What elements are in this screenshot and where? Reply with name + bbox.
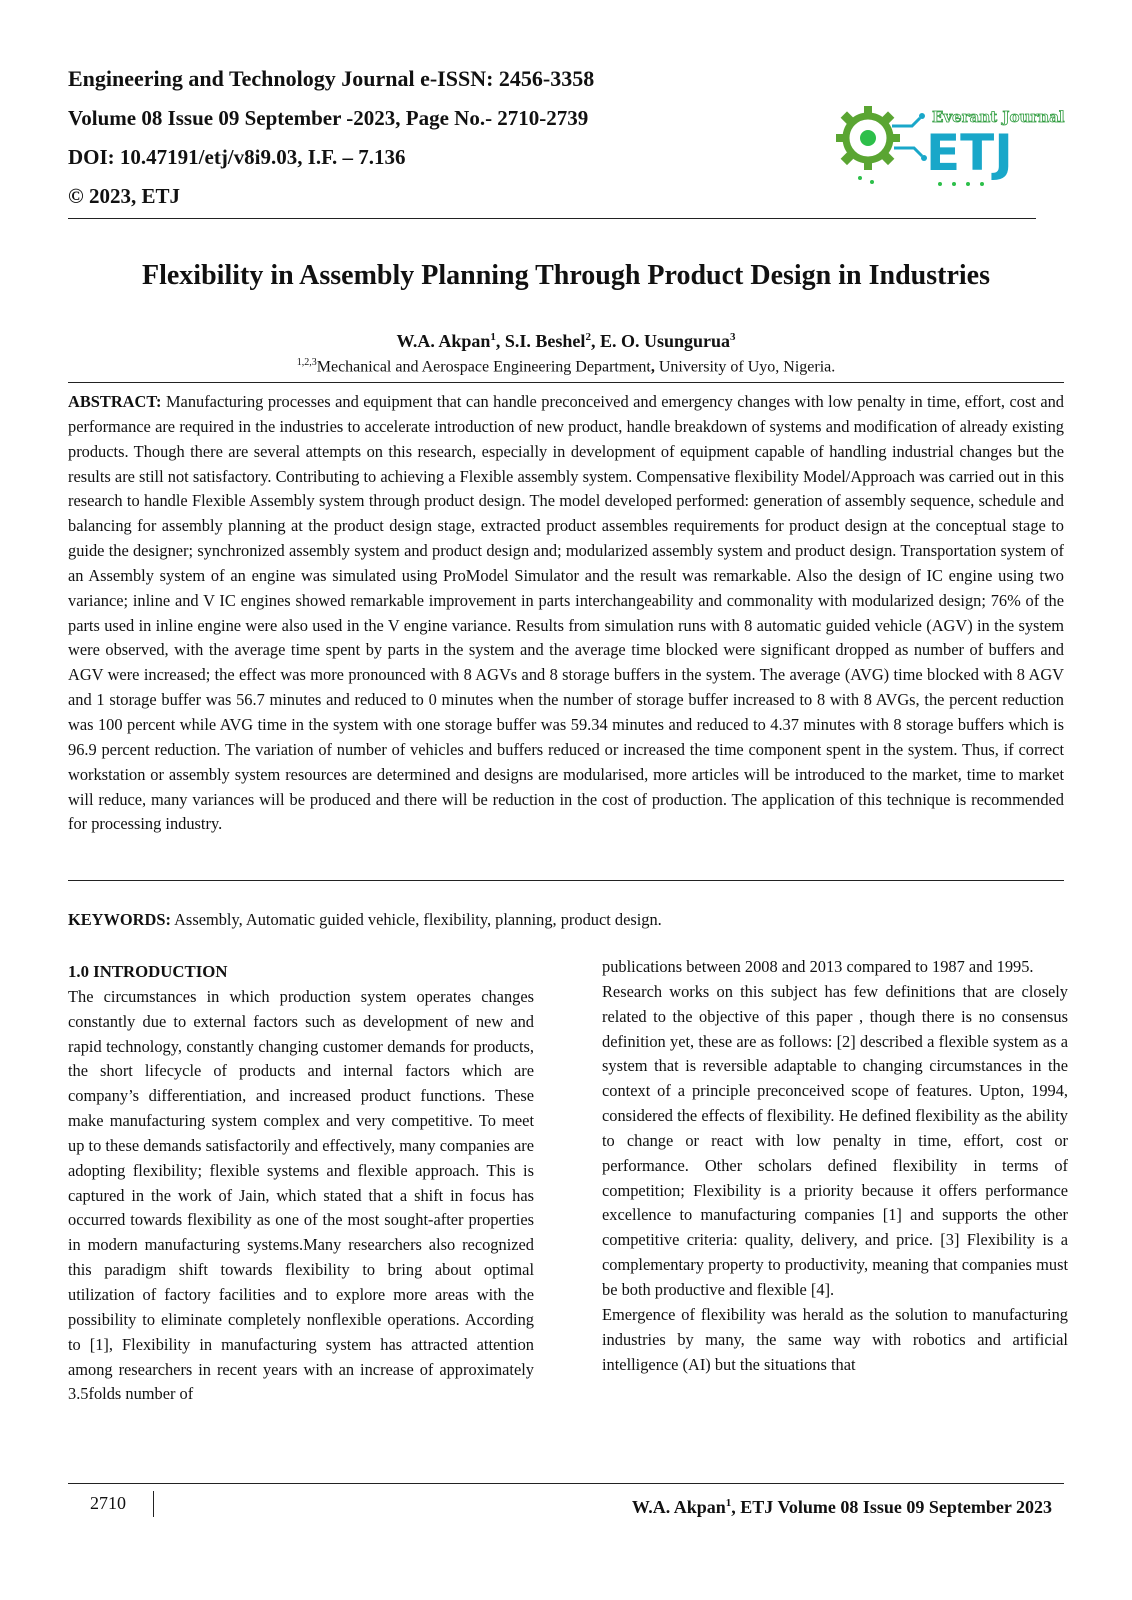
- author-3: E. O. Usungurua: [599, 331, 730, 351]
- footer-rule: [68, 1483, 1064, 1484]
- author-separator: ,: [495, 331, 505, 351]
- author-1-affil: 1: [490, 331, 496, 343]
- page-number: 2710: [90, 1493, 126, 1513]
- abstract-bottom-rule: [68, 880, 1064, 881]
- journal-header: [68, 66, 628, 222]
- copyright: © 2023, ETJ: [68, 184, 180, 208]
- affiliation-dept: Mechanical and Aerospace Engineering Department: [316, 358, 651, 376]
- intro-paragraph-1: The circumstances in which production system operates changes constantly due to external factors such as development of new and rapid technology, constantly changing customer demands for products, the short lifecycle of products and internal factors which are company’s differentiation, and increased product functions. These make manufacturing system complex and very competitive. To meet up to these demands satisfactorily and effectively, many companies are adopting flexibility; flexible systems and flexible approach. This is captured in the work of Jain, which stated that a shift in focus has occurred towards flexibility as one of the most sought-after properties in modern manufacturing systems.Many researchers also recognized this paradigm shift towards flexibility to bring about optimal utilization of factory facilities and to explore more areas with the possibility to eliminate completely nonflexible operations. According to [1], Flexibility in manufacturing system has attracted attention among researchers in recent years with an increase of approximately 3.5folds number of: [68, 986, 534, 1404]
- abstract-text: Manufacturing processes and equipment that can handle preconceived and emergency changes with low penalty in time, effort, cost and performance are required in the industries to accelerate introduction of new product, handle breakdown of systems and modification of already existing products. Though there are several attempts on this research, especially in development of equipment capable of handling industrial changes but the results are still not satisfactory. Contributing to achieving a Flexible assembly system. Compensative flexibility Model/Approach was carried out in this research to handle Flexible Assembly system through product design. The model developed performed: generation of assembly sequence, schedule and balancing for assembly planning at the product design stage, extracted product assembles requirements for product design at the conceptual stage to guide the designer; synchronized assembly system and product design and; modularized assembly system and product design. Transportation system of an Assembly system of an engine was simulated using ProModel Simulator and the result was remarkable. Also the design of IC engine using two variance; inline and V IC engines showed remarkable improvement in parts interchangeability and commonality with modularized design; 76% of the parts used in inline engine were also used in the V engine variance. Results from simulation runs with 8 automatic guided vehicle (AGV) in the system were observed, with the average time spent by parts in the system and the average time blocked were significant dropped as number of buffers and AGV were increased; the effect was more pronounced with 8 AGVs and 8 storage buffers in the system. The average (AVG) time blocked with 8 AGV and 1 storage buffer was 56.7 minutes and reduced to 0 minutes when the number of storage buffer increased to 8 with 8 AVGs, the percent reduction was 100 percent while AVG time in the system with one storage buffer was 59.34 minutes and reduced to 4.37 minutes with 8 storage buffers which is 96.9 percent reduction. The variation of number of vehicles and buffers reduced or increased the time component spent in the system. Thus, if correct workstation or assembly system resources are determined and designs are modularised, more articles will be introduced to the market, time to market will reduce, many variances will be produced and there will be reduction in the cost of production. The application of this technique is recommended for processing industry.: [68, 392, 1064, 834]
- affiliation: [60, 352, 1072, 378]
- abstract: [68, 390, 1064, 837]
- paper-title: Flexibility in Assembly Planning Through Product Design in Industries: [142, 260, 990, 291]
- volume-info: Volume 08 Issue 09 September -2023, Page No.- 2710-2739: [68, 106, 589, 130]
- affiliation-comma: ,: [650, 358, 655, 376]
- section-heading-introduction: 1.0 INTRODUCTION: [68, 962, 228, 981]
- affiliation-univ: University of Uyo, Nigeria.: [654, 358, 836, 376]
- journal-name: Engineering and Technology Journal e-ISSN: 2456-3358: [68, 66, 595, 91]
- author-2: S.I. Beshel: [504, 331, 586, 351]
- abstract-top-rule: [68, 382, 1064, 383]
- footer-divider: [153, 1491, 154, 1517]
- intro-paragraph-3: Research works on this subject has few definitions that are closely related to the objective of this paper , though there is no consensus definition yet, these are as follows: [2] described a flexible system as a system that is reversible adaptable to changing circumstances in the context of a principle preconceived scope of features. Upton, 1994, considered the effects of flexibility. He defined flexibility as the ability to change or react with low penalty in time, effort, cost or performance. Other scholars defined flexibility in terms of competition; Flexibility is a priority because it offers performance excellence to manufacturing companies [1] and supports the other competitive criteria: quality, delivery, and price. [3] Flexibility is a complementary property to productivity, meaning that companies must be both productive and flexible [4].: [602, 981, 1068, 1299]
- intro-paragraph-2: publications between 2008 and 2013 compared to 1987 and 1995.: [602, 957, 1034, 976]
- keywords-label: KEYWORDS:: [68, 910, 171, 929]
- author-list: [60, 325, 1072, 353]
- logo-main-text: ETJ: [926, 124, 1013, 182]
- running-footer: [632, 1491, 1052, 1519]
- logo-top-text: Everant Journal: [932, 108, 1065, 126]
- footer-author: W.A. Akpan: [631, 1497, 726, 1517]
- keywords: [68, 908, 1064, 932]
- affiliation-marks: 1,2,3: [296, 357, 317, 368]
- keywords-text: Assembly, Automatic guided vehicle, flexibility, planning, product design.: [170, 910, 662, 929]
- footer-author-affil: 1: [725, 1497, 732, 1509]
- etj-logo-icon: [830, 96, 1065, 196]
- author-3-affil: 3: [729, 331, 736, 343]
- footer-citation: , ETJ Volume 08 Issue 09 September 2023: [731, 1497, 1052, 1517]
- author-2-affil: 2: [585, 331, 591, 343]
- author-separator: ,: [590, 331, 600, 351]
- author-1: W.A. Akpan: [396, 331, 491, 351]
- header-rule: [68, 218, 1036, 219]
- left-column: [68, 960, 534, 1407]
- gear-icon: [836, 106, 900, 170]
- right-column: [602, 955, 1068, 1377]
- etj-logo: [830, 96, 1065, 196]
- abstract-label: ABSTRACT:: [68, 392, 162, 411]
- intro-paragraph-4: Emergence of flexibility was herald as the solution to manufacturing industries by many, the same way with robotics and artificial intelligence (AI) but the situations that: [602, 1304, 1068, 1374]
- doi-info: DOI: 10.47191/etj/v8i9.03, I.F. – 7.136: [68, 145, 406, 169]
